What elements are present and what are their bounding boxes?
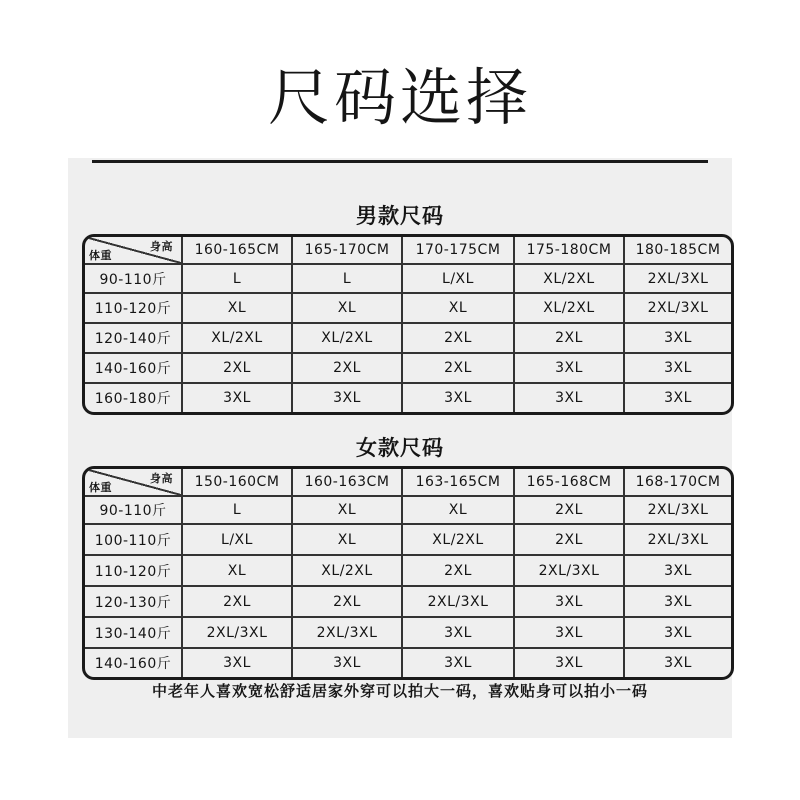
- table-row: [85, 616, 731, 647]
- size-cell: 2XL/3XL: [291, 618, 401, 647]
- weight-cell: 90-110斤: [99, 271, 167, 288]
- table-header-row: [85, 469, 731, 495]
- size-advice-note: 中老年人喜欢宽松舒适居家外穿可以拍大一码，喜欢贴身可以拍小一码: [151, 682, 648, 700]
- size-cell: 3XL: [513, 587, 623, 616]
- size-cell: 2XL: [513, 497, 623, 523]
- weight-cell: 140-160斤: [94, 656, 172, 672]
- corner-height-label: 身高: [150, 240, 173, 253]
- size-cell: XL/2XL: [181, 324, 291, 352]
- divider: [92, 160, 708, 163]
- weight-cell: 120-140斤: [94, 331, 172, 347]
- size-cell: XL: [291, 294, 401, 322]
- size-cell: 3XL: [513, 384, 623, 412]
- size-cell: L/XL: [401, 265, 513, 292]
- table-header-row: [85, 237, 731, 263]
- table-row: [85, 647, 731, 677]
- column-header: 160-165CM: [181, 237, 291, 263]
- size-cell: 3XL: [181, 384, 291, 412]
- size-cell: 2XL/3XL: [513, 556, 623, 585]
- size-cell: 3XL: [291, 384, 401, 412]
- women-size-heading: 女款尺码: [356, 436, 444, 460]
- column-header: 175-180CM: [513, 237, 623, 263]
- table-row: [85, 263, 731, 292]
- size-cell: XL: [401, 497, 513, 523]
- page-title: 尺码选择: [267, 61, 532, 134]
- size-cell: 3XL: [181, 649, 291, 677]
- size-cell: L/XL: [181, 525, 291, 554]
- size-cell: 2XL: [401, 324, 513, 352]
- size-cell: 3XL: [623, 324, 731, 352]
- weight-cell: 140-160斤: [94, 361, 172, 377]
- size-cell: 3XL: [623, 384, 731, 412]
- size-cell: 3XL: [401, 384, 513, 412]
- table-row: [85, 523, 731, 554]
- size-cell: 3XL: [401, 618, 513, 647]
- weight-cell: 110-120斤: [94, 563, 172, 580]
- size-cell: 3XL: [623, 649, 731, 677]
- size-cell: XL/2XL: [513, 294, 623, 322]
- corner-height-label: 身高: [150, 472, 173, 485]
- size-cell: XL/2XL: [291, 324, 401, 352]
- size-cell: 2XL/3XL: [623, 497, 731, 523]
- size-cell: 3XL: [513, 649, 623, 677]
- size-cell: 2XL/3XL: [401, 587, 513, 616]
- corner-cell: [85, 469, 181, 495]
- size-cell: 2XL/3XL: [181, 618, 291, 647]
- corner-weight-label: 体重: [89, 481, 112, 494]
- column-header: 165-170CM: [291, 237, 401, 263]
- table-row: [85, 585, 731, 616]
- weight-cell: 160-180斤: [94, 391, 172, 407]
- size-cell: XL/2XL: [291, 556, 401, 585]
- table-row: [85, 554, 731, 585]
- size-cell: 3XL: [623, 618, 731, 647]
- size-cell: XL/2XL: [401, 525, 513, 554]
- size-cell: 2XL: [181, 354, 291, 382]
- table-row: [85, 322, 731, 352]
- size-cell: 2XL/3XL: [623, 265, 731, 292]
- men-size-heading: 男款尺码: [356, 204, 444, 228]
- table-row: [85, 292, 731, 322]
- corner-cell: [85, 237, 181, 263]
- size-cell: 2XL: [401, 354, 513, 382]
- weight-cell: 110-120斤: [94, 301, 172, 317]
- corner-weight-label: 体重: [89, 249, 112, 262]
- size-cell: 3XL: [291, 649, 401, 677]
- column-header: 163-165CM: [401, 469, 513, 495]
- size-cell: 2XL: [291, 587, 401, 616]
- size-cell: XL: [181, 294, 291, 322]
- size-cell: XL: [291, 525, 401, 554]
- size-cell: 3XL: [623, 354, 731, 382]
- size-cell: L: [181, 265, 291, 292]
- weight-cell: 100-110斤: [94, 532, 172, 549]
- size-cell: L: [181, 497, 291, 523]
- size-cell: 2XL: [401, 556, 513, 585]
- size-cell: XL: [291, 497, 401, 523]
- size-cell: 3XL: [623, 556, 731, 585]
- size-cell: 2XL: [513, 324, 623, 352]
- size-cell: 2XL: [291, 354, 401, 382]
- size-cell: XL/2XL: [513, 265, 623, 292]
- size-cell: XL: [181, 556, 291, 585]
- size-cell: 2XL/3XL: [623, 294, 731, 322]
- size-cell: 3XL: [623, 587, 731, 616]
- size-cell: 2XL/3XL: [623, 525, 731, 554]
- size-cell: L: [291, 265, 401, 292]
- size-cell: 2XL: [513, 525, 623, 554]
- size-cell: XL: [401, 294, 513, 322]
- size-cell: 2XL: [181, 587, 291, 616]
- column-header: 150-160CM: [181, 469, 291, 495]
- column-header: 168-170CM: [623, 469, 731, 495]
- column-header: 170-175CM: [401, 237, 513, 263]
- column-header: 180-185CM: [623, 237, 731, 263]
- size-cell: 3XL: [513, 618, 623, 647]
- women-size-table: [82, 466, 734, 680]
- weight-cell: 90-110斤: [99, 503, 167, 519]
- column-header: 160-163CM: [291, 469, 401, 495]
- table-row: [85, 352, 731, 382]
- table-row: [85, 382, 731, 412]
- size-cell: 3XL: [513, 354, 623, 382]
- size-cell: 3XL: [401, 649, 513, 677]
- column-header: 165-168CM: [513, 469, 623, 495]
- weight-cell: 120-130斤: [94, 594, 172, 611]
- men-size-table: [82, 234, 734, 415]
- table-row: [85, 495, 731, 523]
- weight-cell: 130-140斤: [94, 625, 172, 642]
